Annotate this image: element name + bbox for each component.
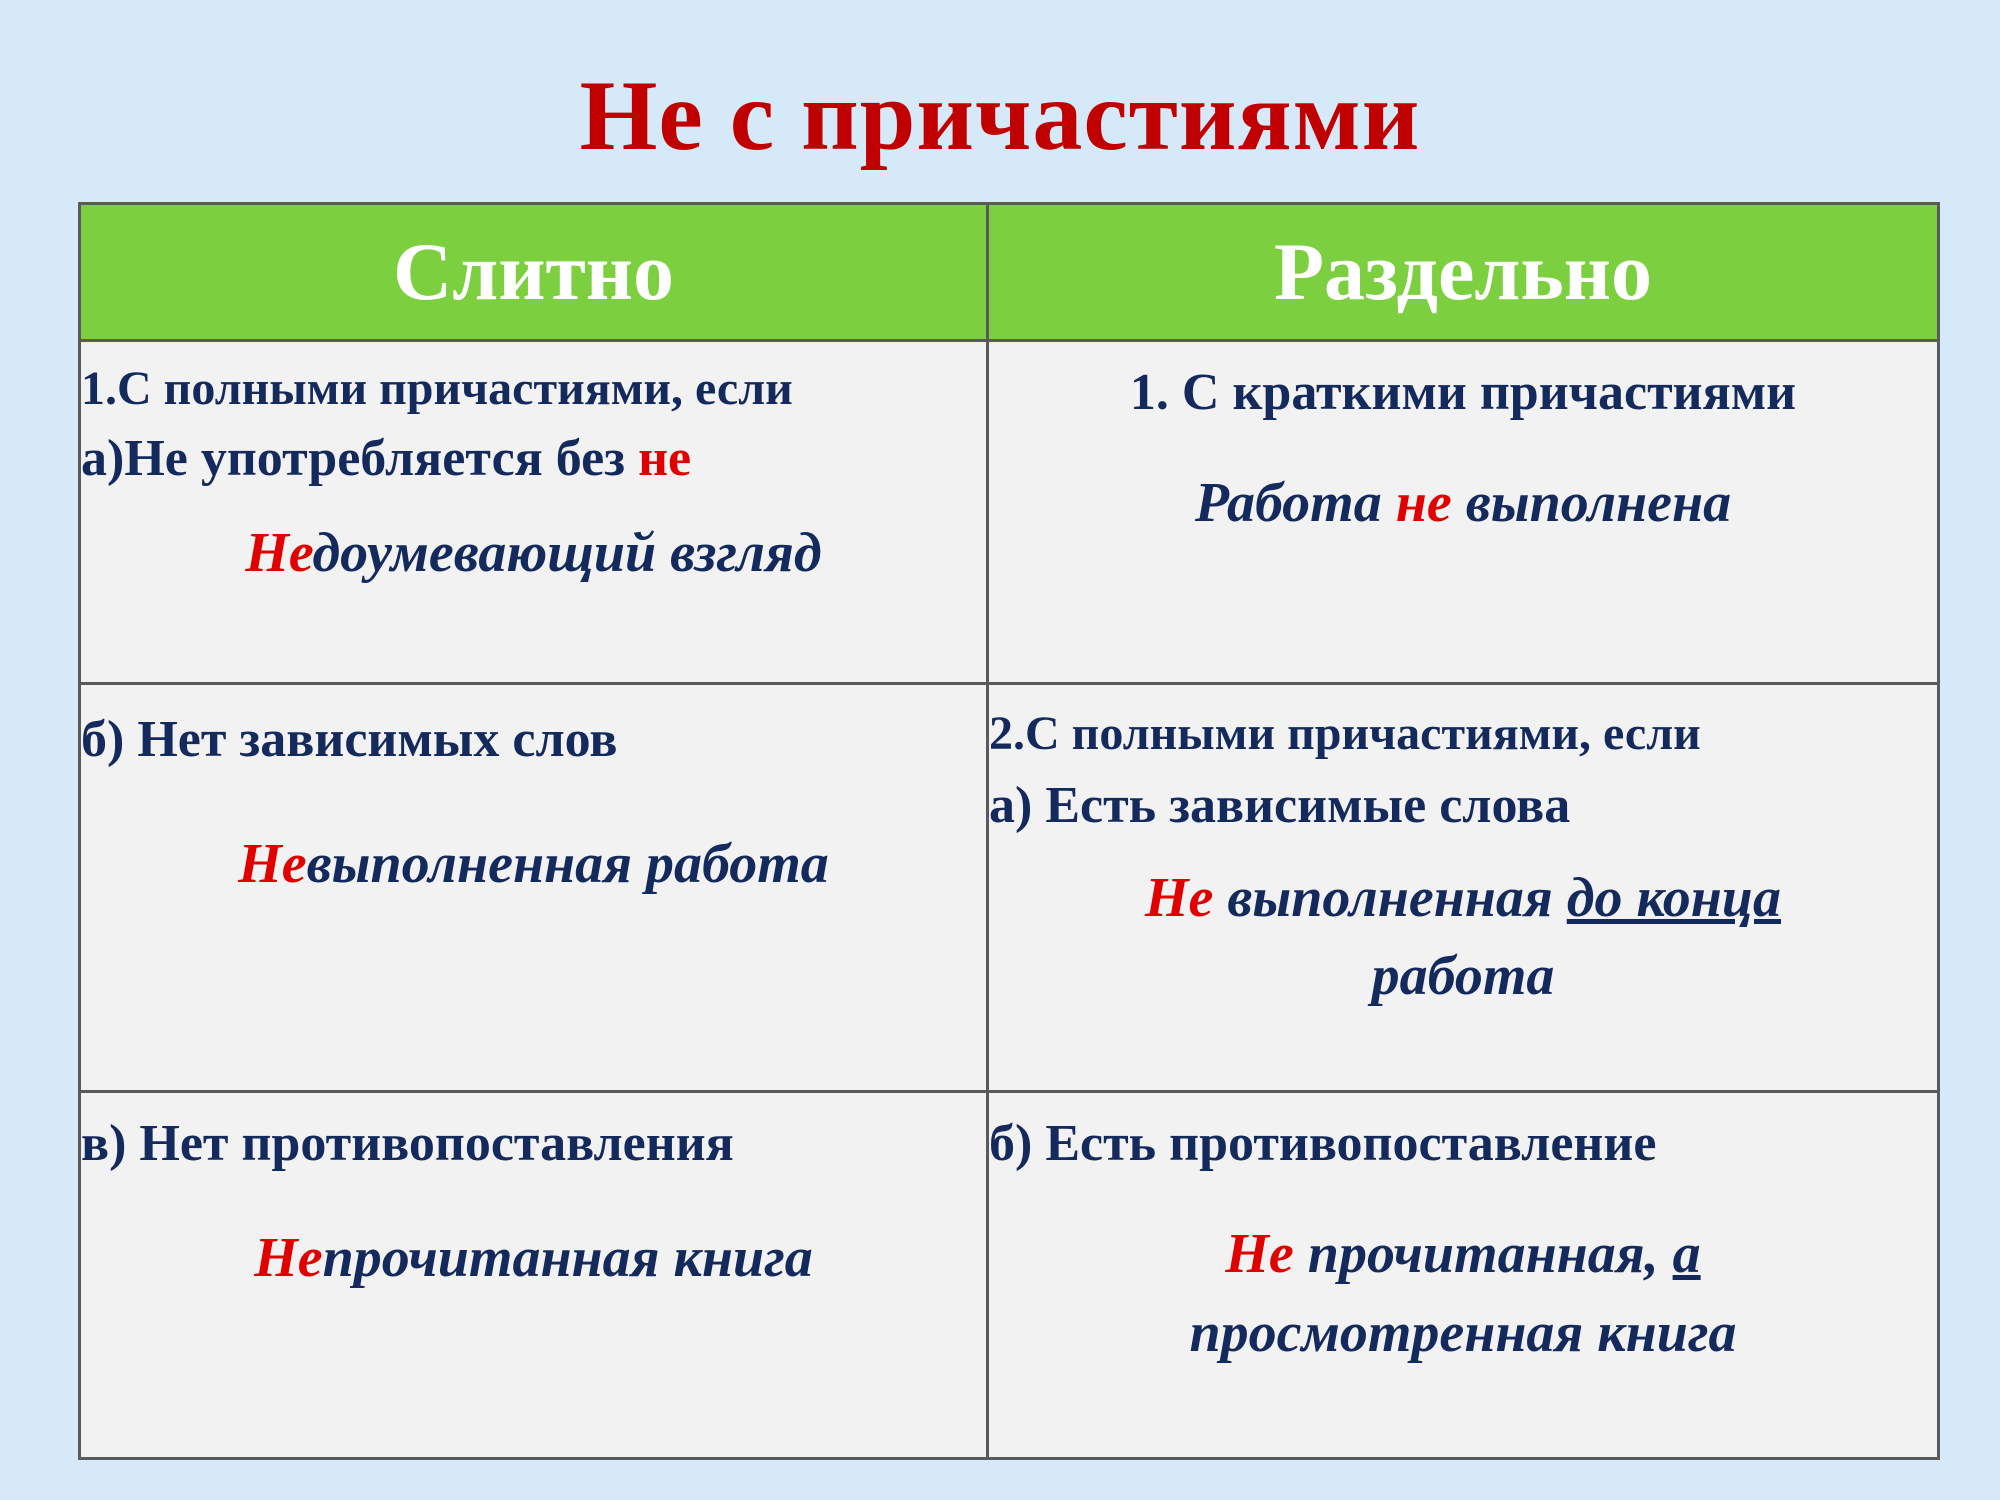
red-particle: Не: [1144, 866, 1214, 929]
rule-text: [81, 428, 986, 490]
red-particle: Не: [1225, 1223, 1294, 1286]
rule-text: 1. С краткими причастиями: [1129, 364, 1797, 421]
rule-text: в) Нет противопоставления: [81, 1115, 734, 1172]
example-text: прочитанная книга: [322, 1227, 813, 1290]
cell-separate-2: [988, 684, 1939, 1092]
slide-title: Не с причастиями: [579, 60, 1421, 171]
table-row: [80, 341, 1939, 684]
example-text: просмотренная книга: [1189, 1301, 1737, 1364]
example-text: доумевающий взгляд: [312, 521, 822, 584]
header-row: [80, 204, 1939, 341]
rule-text: б) Нет зависимых слов: [81, 711, 618, 768]
rule-text: 2.С полными причастиями, если: [989, 707, 1701, 760]
rule-text: 1.С полными причастиями, если: [81, 362, 793, 415]
cell-fused-2: [80, 684, 988, 1092]
red-particle: Не: [254, 1227, 323, 1290]
red-particle: Не: [238, 833, 307, 896]
underlined-contrast: а: [1672, 1223, 1701, 1286]
example-text: работа: [1371, 945, 1555, 1008]
example: [81, 514, 986, 592]
example: [81, 825, 986, 903]
underlined-dependent: до конца: [1566, 866, 1782, 929]
rules-table: [78, 202, 1940, 1460]
header-fused: Слитно: [80, 204, 988, 341]
example-text: прочитанная,: [1293, 1223, 1673, 1286]
example-text: выполненная: [1213, 866, 1567, 929]
example-text: Работа: [1194, 472, 1396, 535]
example: [989, 1215, 1937, 1372]
red-particle: Не: [245, 521, 313, 584]
table-row: [80, 684, 1939, 1092]
rule-text-part: а)Не употребляется без: [81, 429, 639, 487]
red-particle: не: [638, 429, 692, 487]
example-text: выполнена: [1451, 472, 1732, 535]
cell-separate-1: [988, 341, 1939, 684]
example: [81, 1219, 986, 1297]
red-particle: не: [1395, 472, 1452, 535]
rule-text: а) Есть зависимые слова: [989, 776, 1571, 834]
cell-fused-1: [80, 341, 988, 684]
header-separate: Раздельно: [988, 204, 1939, 341]
cell-separate-3: [988, 1092, 1939, 1459]
cell-fused-3: [80, 1092, 988, 1459]
example-text: выполненная работа: [306, 833, 829, 896]
table-row: [80, 1092, 1939, 1459]
example: [989, 464, 1937, 542]
example: [989, 859, 1937, 1016]
rule-text: б) Есть противопоставление: [989, 1115, 1657, 1172]
